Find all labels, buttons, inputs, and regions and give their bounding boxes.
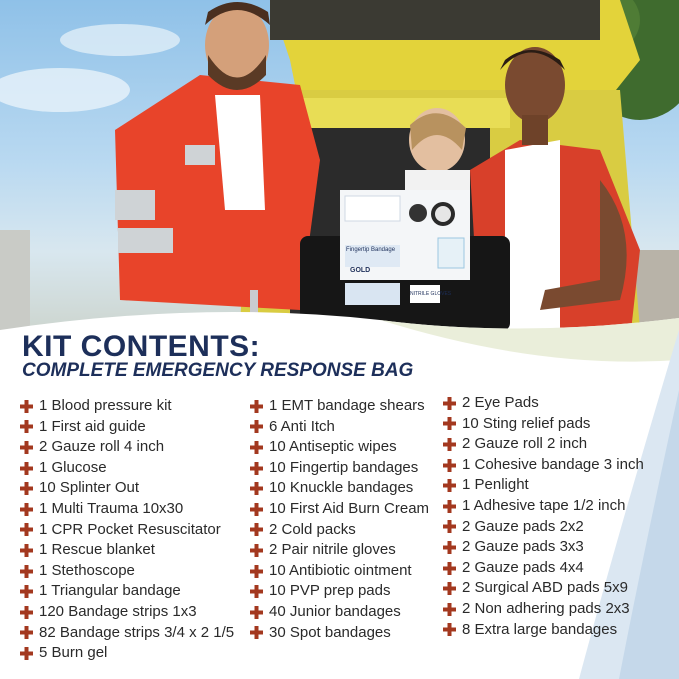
- kit-item-label: 10 Antibiotic ointment: [269, 561, 412, 579]
- kit-item: [250, 458, 429, 479]
- medical-cross-icon: [443, 479, 456, 492]
- kit-item-label: 1 First aid guide: [39, 417, 146, 435]
- medical-cross-icon: [20, 482, 33, 495]
- kit-item-label: 10 Splinter Out: [39, 479, 140, 497]
- medical-cross-icon: [443, 562, 456, 575]
- kit-item: [250, 602, 429, 623]
- kit-item-label: 120 Bandage strips 1x3: [39, 602, 197, 620]
- kit-item: [443, 496, 644, 517]
- kit-item-label: 2 Gauze pads 3x3: [462, 538, 584, 556]
- kit-item-label: 5 Burn gel: [39, 644, 108, 662]
- kit-item-label: 2 Gauze pads 2x2: [462, 517, 584, 535]
- kit-item: [443, 537, 644, 558]
- kit-item: [443, 393, 644, 414]
- medical-cross-icon: [443, 397, 456, 410]
- medical-cross-icon: [20, 606, 33, 619]
- medical-cross-icon: [250, 606, 263, 619]
- kit-item: [443, 620, 644, 641]
- kit-item: [443, 475, 644, 496]
- kit-item: [20, 499, 234, 520]
- medical-cross-icon: [20, 441, 33, 454]
- kit-item-label: 10 Sting relief pads: [462, 414, 591, 432]
- kit-item-label: 1 Rescue blanket: [39, 541, 155, 559]
- kit-item-label: 1 Blood pressure kit: [39, 397, 172, 414]
- kit-item: [443, 517, 644, 538]
- kit-item-label: 1 CPR Pocket Resuscitator: [39, 520, 221, 538]
- kit-item: [20, 602, 234, 623]
- kit-item: [250, 623, 429, 644]
- medical-cross-icon: [443, 541, 456, 554]
- kit-item-label: 2 Surgical ABD pads 5x9: [462, 579, 628, 597]
- medical-cross-icon: [20, 544, 33, 557]
- kit-item: [20, 417, 234, 438]
- kit-item-label: 2 Eye Pads: [462, 394, 539, 411]
- kit-item-label: 10 Antiseptic wipes: [269, 438, 397, 456]
- medical-cross-icon: [443, 623, 456, 636]
- medical-cross-icon: [443, 500, 456, 513]
- medical-cross-icon: [20, 462, 33, 475]
- kit-item: [250, 396, 429, 417]
- kit-item: [20, 437, 234, 458]
- kit-item-label: 8 Extra large bandages: [462, 620, 618, 638]
- kit-item-label: 1 Multi Trauma 10x30: [39, 499, 184, 517]
- kit-item-label: 1 Glucose: [39, 458, 107, 476]
- bag-label-3: NITRILE GLOVES: [410, 291, 452, 297]
- medical-cross-icon: [250, 503, 263, 516]
- kit-item: [250, 561, 429, 582]
- kit-item: [443, 578, 644, 599]
- kit-item-label: 1 Penlight: [462, 476, 529, 494]
- kit-item-label: 1 EMT bandage shears: [269, 397, 425, 414]
- medical-cross-icon: [443, 520, 456, 533]
- medical-cross-icon: [443, 459, 456, 472]
- kit-item-label: 6 Anti Itch: [269, 417, 335, 435]
- kit-item: [443, 558, 644, 579]
- medical-cross-icon: [443, 417, 456, 430]
- medical-cross-icon: [250, 565, 263, 578]
- kit-item: [20, 520, 234, 541]
- kit-item-label: 10 First Aid Burn Cream: [269, 499, 430, 517]
- bag-label-2: GOLD: [350, 267, 371, 274]
- kit-item: [20, 581, 234, 602]
- kit-item: [443, 414, 644, 435]
- bag-label-1: Fingertip Bandage: [346, 247, 396, 253]
- kit-item: [250, 437, 429, 458]
- medical-cross-icon: [20, 585, 33, 598]
- kit-item: [20, 561, 234, 582]
- kit-item: [250, 499, 429, 520]
- kit-item: [250, 540, 429, 561]
- medical-cross-icon: [443, 438, 456, 451]
- contents-column-2: [250, 396, 429, 643]
- kit-item: [20, 458, 234, 479]
- kit-contents-title: KIT CONTENTS:: [22, 330, 261, 363]
- kit-item-label: 10 PVP prep pads: [269, 582, 391, 600]
- kit-item-label: 1 Stethoscope: [39, 561, 135, 579]
- contents-column-3: [443, 393, 644, 640]
- medical-cross-icon: [250, 544, 263, 557]
- kit-item: [250, 478, 429, 499]
- kit-item: [250, 417, 429, 438]
- kit-item: [443, 434, 644, 455]
- kit-item-label: 1 Adhesive tape 1/2 inch: [462, 496, 626, 514]
- medical-cross-icon: [250, 626, 263, 639]
- medical-cross-icon: [250, 400, 263, 413]
- medical-cross-icon: [20, 523, 33, 536]
- kit-item-label: 2 Gauze roll 4 inch: [39, 438, 165, 456]
- kit-item-label: 2 Cold packs: [269, 520, 356, 538]
- kit-item-label: 82 Bandage strips 3/4 x 2 1/5: [39, 623, 235, 641]
- medical-cross-icon: [250, 441, 263, 454]
- kit-item: [443, 455, 644, 476]
- kit-item-label: 10 Knuckle bandages: [269, 479, 414, 497]
- contents-column-1: [20, 396, 234, 664]
- kit-item: [250, 581, 429, 602]
- medical-cross-icon: [443, 603, 456, 616]
- kit-item: [20, 396, 234, 417]
- kit-item-label: 10 Fingertip bandages: [269, 458, 419, 476]
- kit-item: [443, 599, 644, 620]
- kit-item: [20, 623, 234, 644]
- kit-item-label: 1 Triangular bandage: [39, 582, 181, 600]
- kit-item-label: 30 Spot bandages: [269, 623, 391, 641]
- kit-item-label: 2 Gauze roll 2 inch: [462, 435, 588, 453]
- kit-item-label: 40 Junior bandages: [269, 602, 401, 620]
- medical-cross-icon: [20, 420, 33, 433]
- kit-item: [20, 478, 234, 499]
- medical-cross-icon: [20, 626, 33, 639]
- kit-item-label: 2 Non adhering pads 2x3: [462, 599, 630, 617]
- medical-cross-icon: [20, 503, 33, 516]
- medical-cross-icon: [20, 400, 33, 413]
- medical-cross-icon: [250, 420, 263, 433]
- medical-cross-icon: [250, 482, 263, 495]
- kit-item-label: 2 Pair nitrile gloves: [269, 541, 396, 559]
- kit-item-label: 2 Gauze pads 4x4: [462, 558, 584, 576]
- medical-cross-icon: [20, 647, 33, 660]
- kit-item: [250, 520, 429, 541]
- kit-contents-subtitle: COMPLETE EMERGENCY RESPONSE BAG: [22, 360, 414, 381]
- medical-cross-icon: [20, 565, 33, 578]
- medical-cross-icon: [250, 585, 263, 598]
- medical-cross-icon: [443, 582, 456, 595]
- kit-item: [20, 540, 234, 561]
- kit-item-label: 1 Cohesive bandage 3 inch: [462, 455, 644, 473]
- kit-item: [20, 643, 234, 664]
- medical-cross-icon: [250, 462, 263, 475]
- medical-cross-icon: [250, 523, 263, 536]
